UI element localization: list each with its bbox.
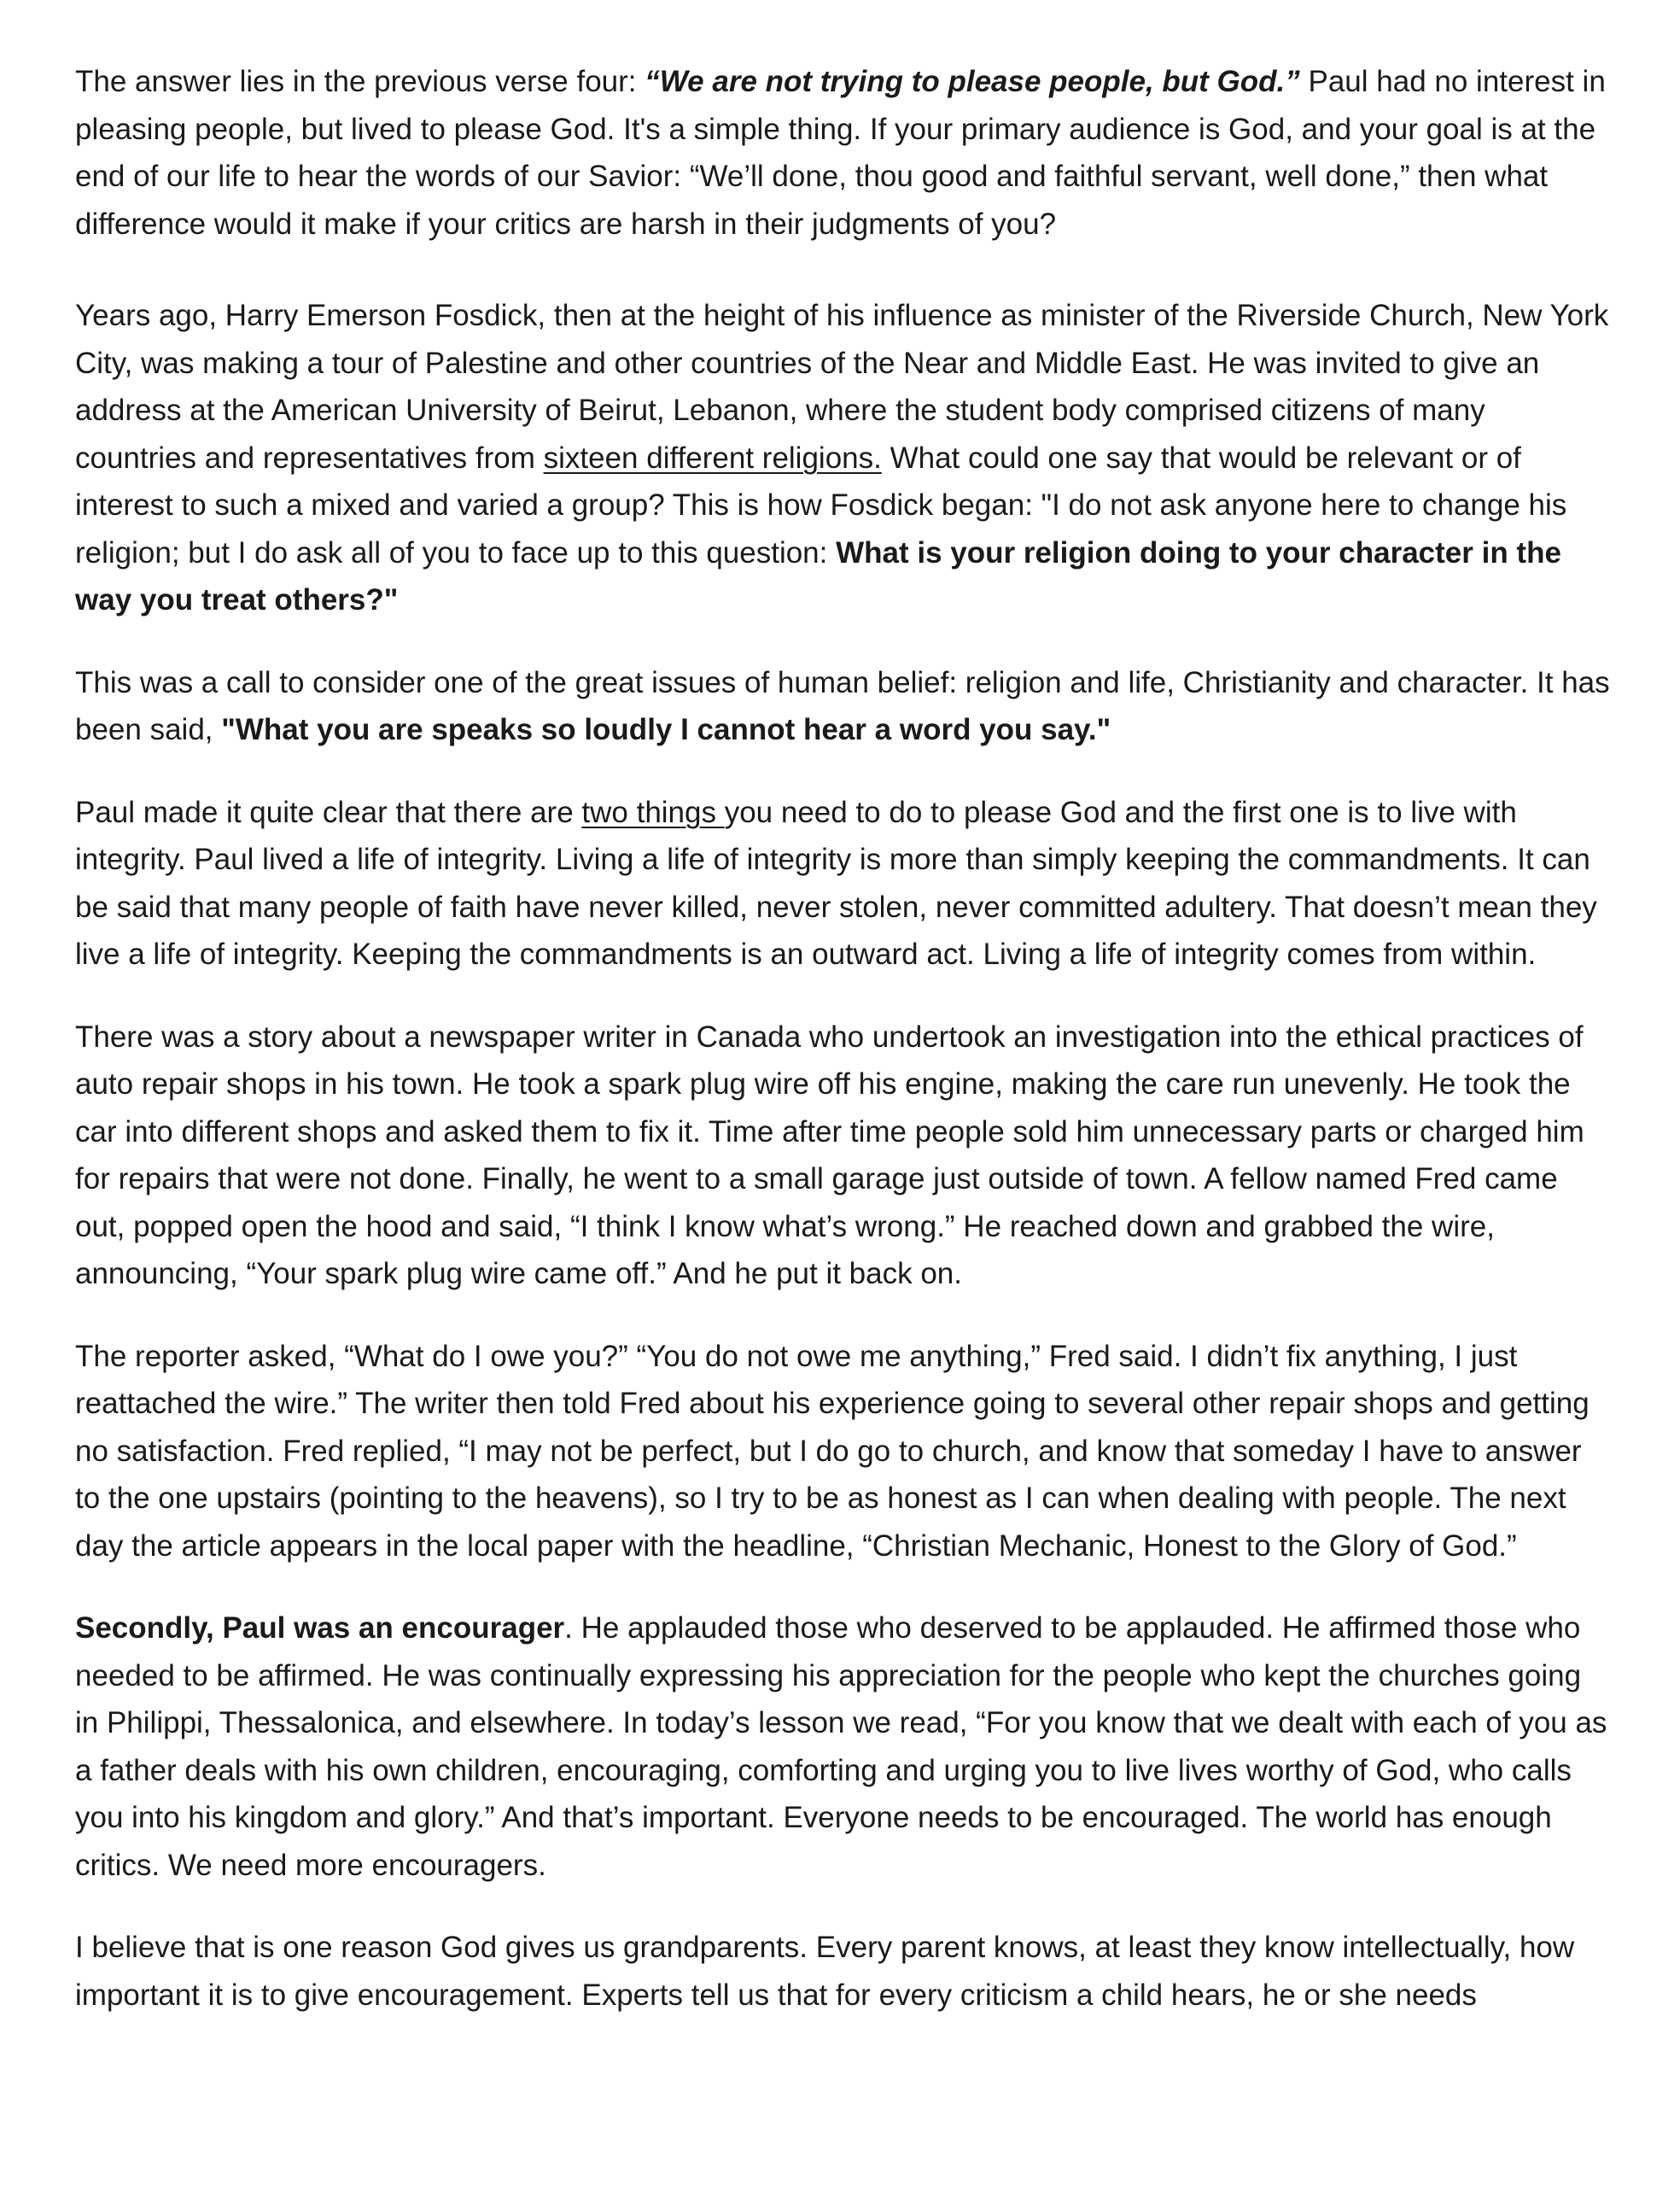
paragraph-3 <box>75 659 1612 754</box>
text-span: This was a call to consider one of the great issues of human belief: religion and life, Christianity and character. It has been said, <box>75 665 1610 746</box>
text-span: Paul had no interest in pleasing people, but lived to please God. It's a simple thing. If your primary audience is God, and your goal is at the end of our life to hear the words of our Savior: “We’ll done, thou good and faithful servant, well done,” then what difference would it make if your critics are harsh in their judgments of you? <box>75 65 1606 241</box>
text-span: Paul made it quite clear that there are <box>75 795 582 829</box>
underlined-text: two things <box>581 795 725 829</box>
bold-quote: "What you are speaks so loudly I cannot hear a word you say." <box>221 713 1111 746</box>
text-span: There was a story about a newspaper writer in Canada who undertook an investigation into the ethical practices of auto repair shops in his town. He took a spark plug wire off his engine, making the care run unevenly. He took the car into different shops and asked them to fix it. Time after time people sold him unnecessary parts or charged him for repairs that were not done. Finally, he went to a small garage just outside of town. A fellow named Fred came out, popped open the hood and said, “I think I know what’s wrong.” He reached down and grabbed the wire, announcing, “Your spark plug wire came off.” And he put it back on. <box>75 1020 1584 1290</box>
text-span: I believe that is one reason God gives us grandparents. Every parent knows, at least they know intellectually, how important it is to give encouragement. Experts tell us that for every criticism a child hears, he or she needs <box>75 1931 1575 2012</box>
document-page <box>75 58 1612 2054</box>
text-span: The reporter asked, “What do I owe you?” “You do not owe me anything,” Fred said. I didn’t fix anything, I just reattached the wire.” The writer then told Fred about his experience going to several other repair shops and getting no satisfaction. Fred replied, “I may not be perfect, but I do go to church, and know that someday I have to answer to the one upstairs (pointing to the heavens), so I try to be as honest as I can when dealing with people. The next day the article appears in the local paper with the headline, “Christian Mechanic, Honest to the Glory of God.” <box>75 1339 1590 1563</box>
text-span: you need to do to please God and the first one is to live with integrity. Paul lived a life of integrity. Living a life of integrity is more than simply keeping the commandments. It can be said that many people of faith have never killed, never stolen, never committed adultery. That doesn’t mean they live a life of integrity. Keeping the commandments is an outward act. Living a life of integrity comes from within. <box>75 795 1597 971</box>
quote-bold-italic: “We are not trying to please people, but God.” <box>645 65 1300 98</box>
underlined-text: sixteen different religions. <box>543 441 882 475</box>
text-span: Years ago, Harry Emerson Fosdick, then at the height of his influence as minister of the Riverside Church, New York City, was making a tour of Palestine and other countries of the Near and Middle East. He was invited to give an address at the American University of Beirut, Lebanon, where the student body comprised citizens of many countries and representatives from <box>75 299 1609 475</box>
paragraph-8 <box>75 1924 1612 2019</box>
bold-lead: Secondly, Paul was an encourager <box>75 1611 565 1645</box>
text-span: The answer lies in the previous verse four: <box>75 65 645 98</box>
paragraph-4 <box>75 789 1612 979</box>
paragraph-1 <box>75 58 1612 248</box>
bold-question: What is your religion doing to your character in the way you treat others?" <box>75 535 1561 617</box>
paragraph-6 <box>75 1333 1612 1570</box>
paragraph-2 <box>75 292 1612 624</box>
text-span: . He applauded those who deserved to be applauded. He affirmed those who needed to be affirmed. He was continually expressing his appreciation for the people who kept the churches going in Philippi, Thessalonica, and elsewhere. In today’s lesson we read, “For you know that we dealt with each of you as a father deals with his own children, encouraging, comforting and urging you to live lives worthy of God, who calls you into his kingdom and glory.” And that’s important. Everyone needs to be encouraged. The world has enough critics. We need more encouragers. <box>75 1611 1607 1882</box>
paragraph-5 <box>75 1014 1612 1298</box>
text-span: What could one say that would be relevant or of interest to such a mixed and varied a group? This is how Fosdick began: "I do not ask anyone here to change his religion; but I do ask all of you to face up to this question: <box>75 441 1567 570</box>
paragraph-7 <box>75 1604 1612 1889</box>
